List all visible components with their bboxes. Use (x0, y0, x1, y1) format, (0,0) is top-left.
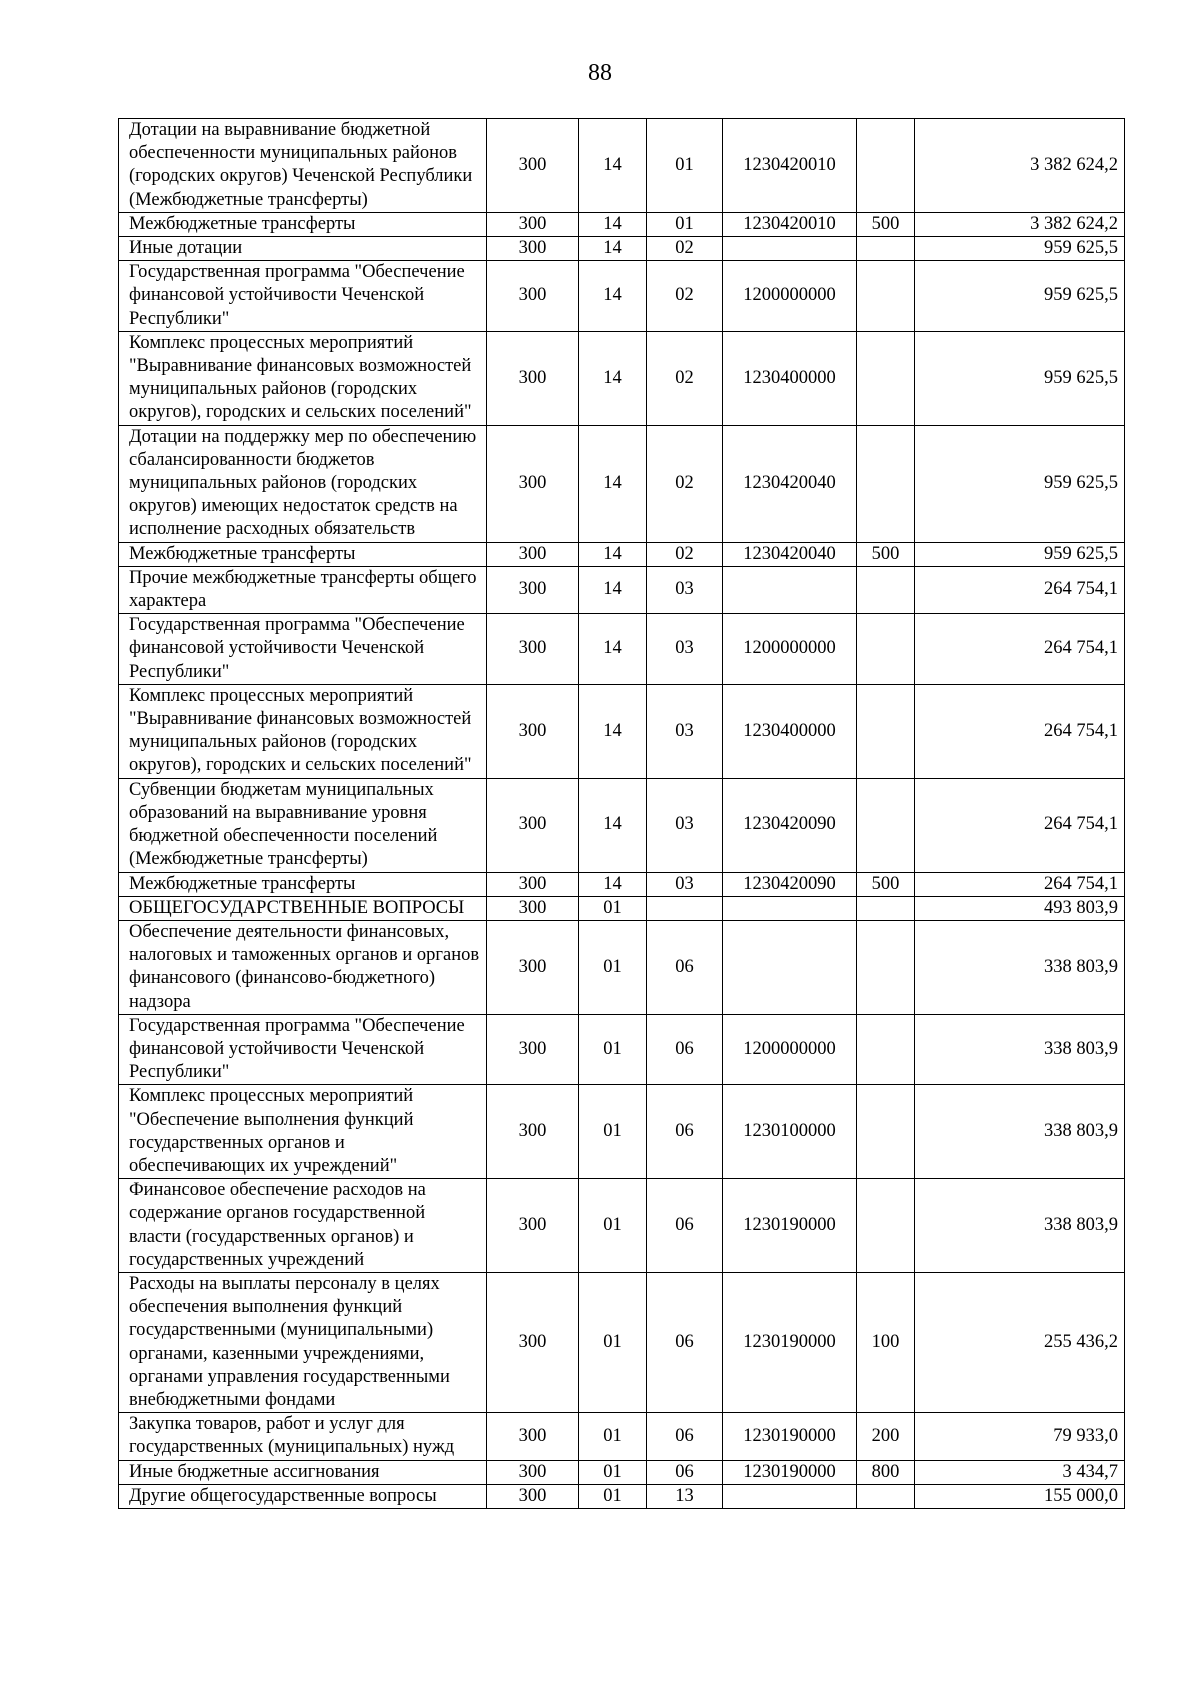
grbs-code-cell: 300 (487, 778, 579, 872)
section-code-cell: 14 (579, 542, 647, 566)
subsection-code-cell: 03 (647, 872, 723, 896)
expense-type-code-cell (857, 566, 915, 613)
table-row (119, 261, 1125, 332)
expense-type-code-cell: 500 (857, 212, 915, 236)
section-code-cell: 14 (579, 425, 647, 542)
subsection-code-cell: 06 (647, 1014, 723, 1085)
expense-type-code-cell: 500 (857, 872, 915, 896)
subsection-code-cell: 01 (647, 119, 723, 213)
table-body (119, 119, 1125, 1509)
grbs-code-cell: 300 (487, 425, 579, 542)
expense-type-code-cell: 500 (857, 542, 915, 566)
target-article-code-cell: 1200000000 (723, 261, 857, 332)
table-row (119, 896, 1125, 920)
section-code-cell: 01 (579, 1014, 647, 1085)
target-article-code-cell: 1230100000 (723, 1085, 857, 1179)
expense-type-code-cell: 200 (857, 1413, 915, 1460)
target-article-code-cell (723, 896, 857, 920)
subsection-code-cell: 06 (647, 1413, 723, 1460)
subsection-code-cell: 01 (647, 212, 723, 236)
table-row (119, 1484, 1125, 1508)
item-name-cell: Финансовое обеспечение расходов на содержание органов государственной власти (государственных органов) и государственных учреждений (119, 1179, 487, 1273)
amount-cell: 79 933,0 (915, 1413, 1125, 1460)
target-article-code-cell: 1230400000 (723, 684, 857, 778)
target-article-code-cell: 1230400000 (723, 331, 857, 425)
section-code-cell: 01 (579, 896, 647, 920)
expense-type-code-cell: 100 (857, 1272, 915, 1412)
item-name-cell: Субвенции бюджетам муниципальных образований на выравнивание уровня бюджетной обеспеченности поселений (Межбюджетные трансферты) (119, 778, 487, 872)
table-row (119, 331, 1125, 425)
item-name-cell: Прочие межбюджетные трансферты общего характера (119, 566, 487, 613)
subsection-code-cell: 03 (647, 566, 723, 613)
grbs-code-cell: 300 (487, 1179, 579, 1273)
target-article-code-cell: 1230190000 (723, 1460, 857, 1484)
target-article-code-cell: 1230420040 (723, 425, 857, 542)
table-row (119, 237, 1125, 261)
target-article-code-cell: 1230420090 (723, 778, 857, 872)
item-name-cell: Обеспечение деятельности финансовых, налоговых и таможенных органов и органов финансового (финансово-бюджетного) надзора (119, 920, 487, 1014)
grbs-code-cell: 300 (487, 872, 579, 896)
target-article-code-cell: 1200000000 (723, 1014, 857, 1085)
expense-type-code-cell: 800 (857, 1460, 915, 1484)
section-code-cell: 14 (579, 237, 647, 261)
grbs-code-cell: 300 (487, 1272, 579, 1412)
item-name-cell: Другие общегосударственные вопросы (119, 1484, 487, 1508)
amount-cell: 493 803,9 (915, 896, 1125, 920)
subsection-code-cell (647, 896, 723, 920)
table-row (119, 778, 1125, 872)
amount-cell: 959 625,5 (915, 261, 1125, 332)
expense-type-code-cell (857, 920, 915, 1014)
section-code-cell: 01 (579, 1179, 647, 1273)
section-code-cell: 14 (579, 872, 647, 896)
item-name-cell: Дотации на поддержку мер по обеспечению сбалансированности бюджетов муниципальных районов (городских округов) имеющих недостаток средств на исполнение расходных обязательств (119, 425, 487, 542)
section-code-cell: 14 (579, 684, 647, 778)
subsection-code-cell: 02 (647, 331, 723, 425)
grbs-code-cell: 300 (487, 684, 579, 778)
table-row (119, 684, 1125, 778)
table-row (119, 614, 1125, 685)
target-article-code-cell: 1230190000 (723, 1413, 857, 1460)
section-code-cell: 01 (579, 1460, 647, 1484)
grbs-code-cell: 300 (487, 119, 579, 213)
subsection-code-cell: 03 (647, 778, 723, 872)
section-code-cell: 14 (579, 212, 647, 236)
grbs-code-cell: 300 (487, 237, 579, 261)
amount-cell: 3 434,7 (915, 1460, 1125, 1484)
subsection-code-cell: 02 (647, 425, 723, 542)
expense-type-code-cell (857, 331, 915, 425)
table-row (119, 872, 1125, 896)
grbs-code-cell: 300 (487, 614, 579, 685)
expense-type-code-cell (857, 1484, 915, 1508)
section-code-cell: 01 (579, 1085, 647, 1179)
subsection-code-cell: 02 (647, 237, 723, 261)
target-article-code-cell (723, 566, 857, 613)
grbs-code-cell: 300 (487, 261, 579, 332)
item-name-cell: Государственная программа "Обеспечение финансовой устойчивости Чеченской Республики" (119, 614, 487, 685)
grbs-code-cell: 300 (487, 1484, 579, 1508)
grbs-code-cell: 300 (487, 566, 579, 613)
section-code-cell: 14 (579, 119, 647, 213)
grbs-code-cell: 300 (487, 1413, 579, 1460)
amount-cell: 155 000,0 (915, 1484, 1125, 1508)
section-code-cell: 14 (579, 566, 647, 613)
expense-type-code-cell (857, 1179, 915, 1273)
table-row (119, 920, 1125, 1014)
budget-table (118, 118, 1125, 1509)
expense-type-code-cell (857, 684, 915, 778)
subsection-code-cell: 02 (647, 261, 723, 332)
amount-cell: 338 803,9 (915, 920, 1125, 1014)
subsection-code-cell: 13 (647, 1484, 723, 1508)
amount-cell: 264 754,1 (915, 566, 1125, 613)
grbs-code-cell: 300 (487, 1085, 579, 1179)
expense-type-code-cell (857, 1085, 915, 1179)
subsection-code-cell: 03 (647, 614, 723, 685)
grbs-code-cell: 300 (487, 896, 579, 920)
target-article-code-cell (723, 1484, 857, 1508)
item-name-cell: Иные бюджетные ассигнования (119, 1460, 487, 1484)
table-row (119, 1014, 1125, 1085)
table-row (119, 1460, 1125, 1484)
amount-cell: 264 754,1 (915, 778, 1125, 872)
subsection-code-cell: 02 (647, 542, 723, 566)
amount-cell: 338 803,9 (915, 1014, 1125, 1085)
target-article-code-cell (723, 237, 857, 261)
expense-type-code-cell (857, 237, 915, 261)
table-row (119, 119, 1125, 213)
expense-type-code-cell (857, 896, 915, 920)
amount-cell: 264 754,1 (915, 614, 1125, 685)
table-row (119, 1085, 1125, 1179)
section-code-cell: 14 (579, 614, 647, 685)
expense-type-code-cell (857, 425, 915, 542)
item-name-cell: Государственная программа "Обеспечение финансовой устойчивости Чеченской Республики" (119, 261, 487, 332)
table-row (119, 1413, 1125, 1460)
table-row (119, 1179, 1125, 1273)
item-name-cell: Комплекс процессных мероприятий "Обеспечение выполнения функций государственных органов и обеспечивающих их учреждений" (119, 1085, 487, 1179)
grbs-code-cell: 300 (487, 212, 579, 236)
item-name-cell: Межбюджетные трансферты (119, 212, 487, 236)
grbs-code-cell: 300 (487, 920, 579, 1014)
item-name-cell: Комплекс процессных мероприятий "Выравнивание финансовых возможностей муниципальных районов (городских округов), городских и сельских поселений" (119, 331, 487, 425)
target-article-code-cell (723, 920, 857, 1014)
grbs-code-cell: 300 (487, 1014, 579, 1085)
subsection-code-cell: 06 (647, 920, 723, 1014)
subsection-code-cell: 06 (647, 1179, 723, 1273)
item-name-cell: Межбюджетные трансферты (119, 542, 487, 566)
subsection-code-cell: 06 (647, 1272, 723, 1412)
amount-cell: 959 625,5 (915, 237, 1125, 261)
amount-cell: 264 754,1 (915, 872, 1125, 896)
page-number: 88 (588, 60, 612, 86)
item-name-cell: Расходы на выплаты персоналу в целях обеспечения выполнения функций государственными (муниципальными) органами, казенными учреждениями, органами управления государственными внебюджетными фондами (119, 1272, 487, 1412)
item-name-cell: Государственная программа "Обеспечение финансовой устойчивости Чеченской Республики" (119, 1014, 487, 1085)
expense-type-code-cell (857, 778, 915, 872)
amount-cell: 255 436,2 (915, 1272, 1125, 1412)
subsection-code-cell: 06 (647, 1460, 723, 1484)
table-row (119, 212, 1125, 236)
amount-cell: 959 625,5 (915, 425, 1125, 542)
expense-type-code-cell (857, 614, 915, 685)
table-row (119, 542, 1125, 566)
item-name-cell: ОБЩЕГОСУДАРСТВЕННЫЕ ВОПРОСЫ (119, 896, 487, 920)
section-code-cell: 14 (579, 778, 647, 872)
section-code-cell: 01 (579, 1484, 647, 1508)
section-code-cell: 01 (579, 920, 647, 1014)
amount-cell: 264 754,1 (915, 684, 1125, 778)
amount-cell: 959 625,5 (915, 331, 1125, 425)
table-row (119, 566, 1125, 613)
item-name-cell: Иные дотации (119, 237, 487, 261)
table-row (119, 1272, 1125, 1412)
subsection-code-cell: 03 (647, 684, 723, 778)
grbs-code-cell: 300 (487, 331, 579, 425)
amount-cell: 338 803,9 (915, 1179, 1125, 1273)
amount-cell: 3 382 624,2 (915, 212, 1125, 236)
target-article-code-cell: 1230420010 (723, 212, 857, 236)
amount-cell: 3 382 624,2 (915, 119, 1125, 213)
expense-type-code-cell (857, 1014, 915, 1085)
item-name-cell: Дотации на выравнивание бюджетной обеспеченности муниципальных районов (городских округов) Чеченской Республики (Межбюджетные трансферты) (119, 119, 487, 213)
section-code-cell: 14 (579, 331, 647, 425)
target-article-code-cell: 1230420090 (723, 872, 857, 896)
section-code-cell: 01 (579, 1413, 647, 1460)
item-name-cell: Межбюджетные трансферты (119, 872, 487, 896)
grbs-code-cell: 300 (487, 1460, 579, 1484)
amount-cell: 338 803,9 (915, 1085, 1125, 1179)
target-article-code-cell: 1230190000 (723, 1272, 857, 1412)
subsection-code-cell: 06 (647, 1085, 723, 1179)
section-code-cell: 01 (579, 1272, 647, 1412)
item-name-cell: Закупка товаров, работ и услуг для государственных (муниципальных) нужд (119, 1413, 487, 1460)
section-code-cell: 14 (579, 261, 647, 332)
target-article-code-cell: 1230190000 (723, 1179, 857, 1273)
item-name-cell: Комплекс процессных мероприятий "Выравнивание финансовых возможностей муниципальных районов (городских округов), городских и сельских поселений" (119, 684, 487, 778)
amount-cell: 959 625,5 (915, 542, 1125, 566)
table-row (119, 425, 1125, 542)
expense-type-code-cell (857, 119, 915, 213)
target-article-code-cell: 1230420040 (723, 542, 857, 566)
grbs-code-cell: 300 (487, 542, 579, 566)
target-article-code-cell: 1230420010 (723, 119, 857, 213)
expense-type-code-cell (857, 261, 915, 332)
target-article-code-cell: 1200000000 (723, 614, 857, 685)
